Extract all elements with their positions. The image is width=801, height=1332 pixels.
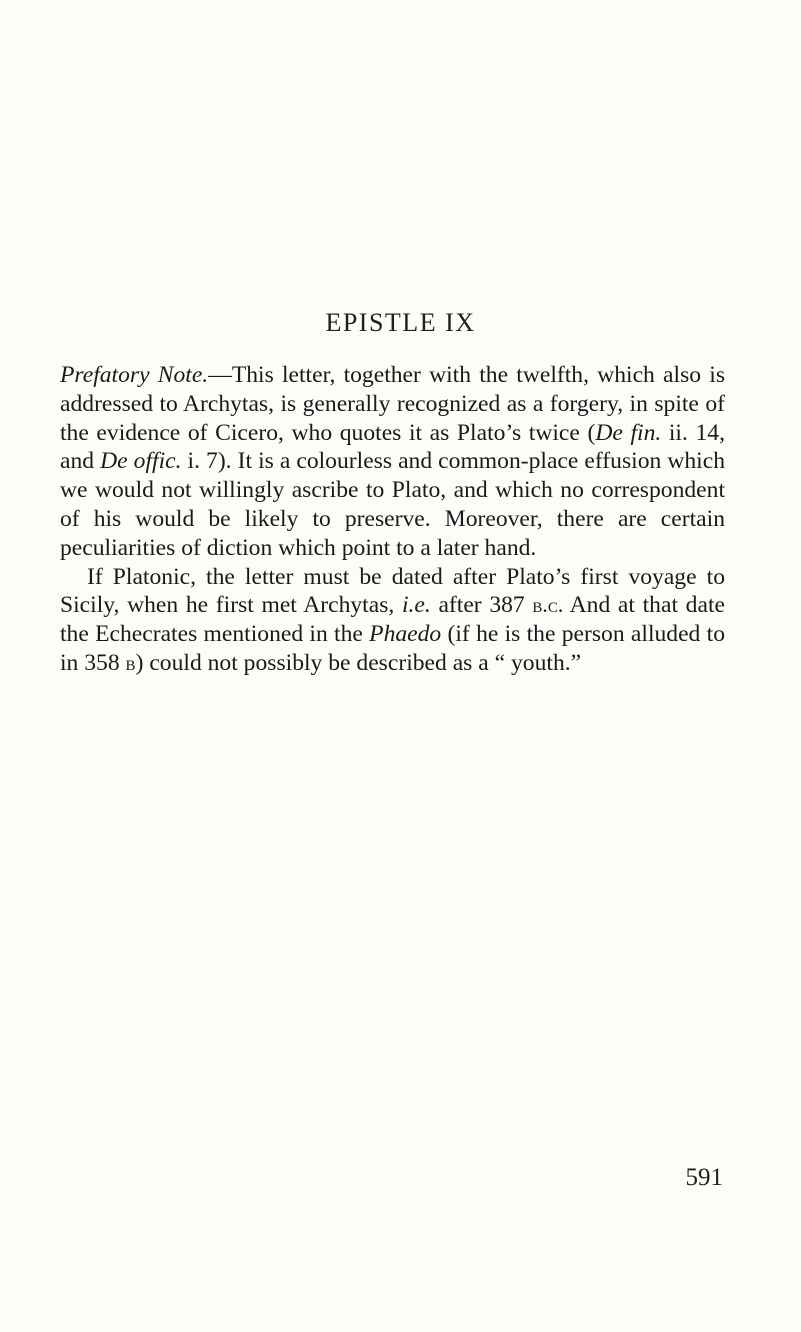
second-paragraph [60, 563, 725, 678]
prefatory-text-2: ii. 14, and [60, 419, 725, 475]
citation-de-offic: De offic. [100, 448, 182, 475]
prefatory-text-3: i. 7). It is a colourless and common-place effusion which we would not willingly ascribe to Plato, and which no correspondent of his would be likely to preserve. Moreover, there are certain peculiarities of diction which point to a later hand. [60, 448, 725, 561]
section-letter-b: b [125, 650, 136, 675]
prefatory-note-paragraph [60, 361, 725, 563]
page-number: 591 [685, 1164, 723, 1191]
second-text-5: ) could not possibly be described as a “ youth.” [135, 649, 582, 676]
second-text-4: (if he is the person alluded to in 358 [60, 621, 725, 676]
abbrev-bc: b.c. [532, 593, 564, 618]
citation-de-fin: De fin. [595, 419, 662, 446]
body-text [60, 361, 725, 678]
prefatory-note-label: Prefatory Note. [60, 362, 209, 388]
title-phaedo: Phaedo [369, 621, 442, 648]
second-text-2: after 387 [430, 592, 533, 619]
abbrev-ie: i.e. [401, 592, 431, 619]
prefatory-text-1: —This letter, together with the twelfth, which also is addressed to Archytas, is generally recognized as a forgery, in spite of the evidence of Cicero, who quotes it as Plato’s twice ( [60, 362, 725, 446]
second-text-3: And at that date the Echecrates mentioned in the [60, 592, 725, 648]
page-heading: EPISTLE IX [325, 308, 476, 337]
second-text-1: If Platonic, the letter must be dated after Plato’s first voyage to Sicily, when he first met Archytas, [60, 563, 725, 619]
